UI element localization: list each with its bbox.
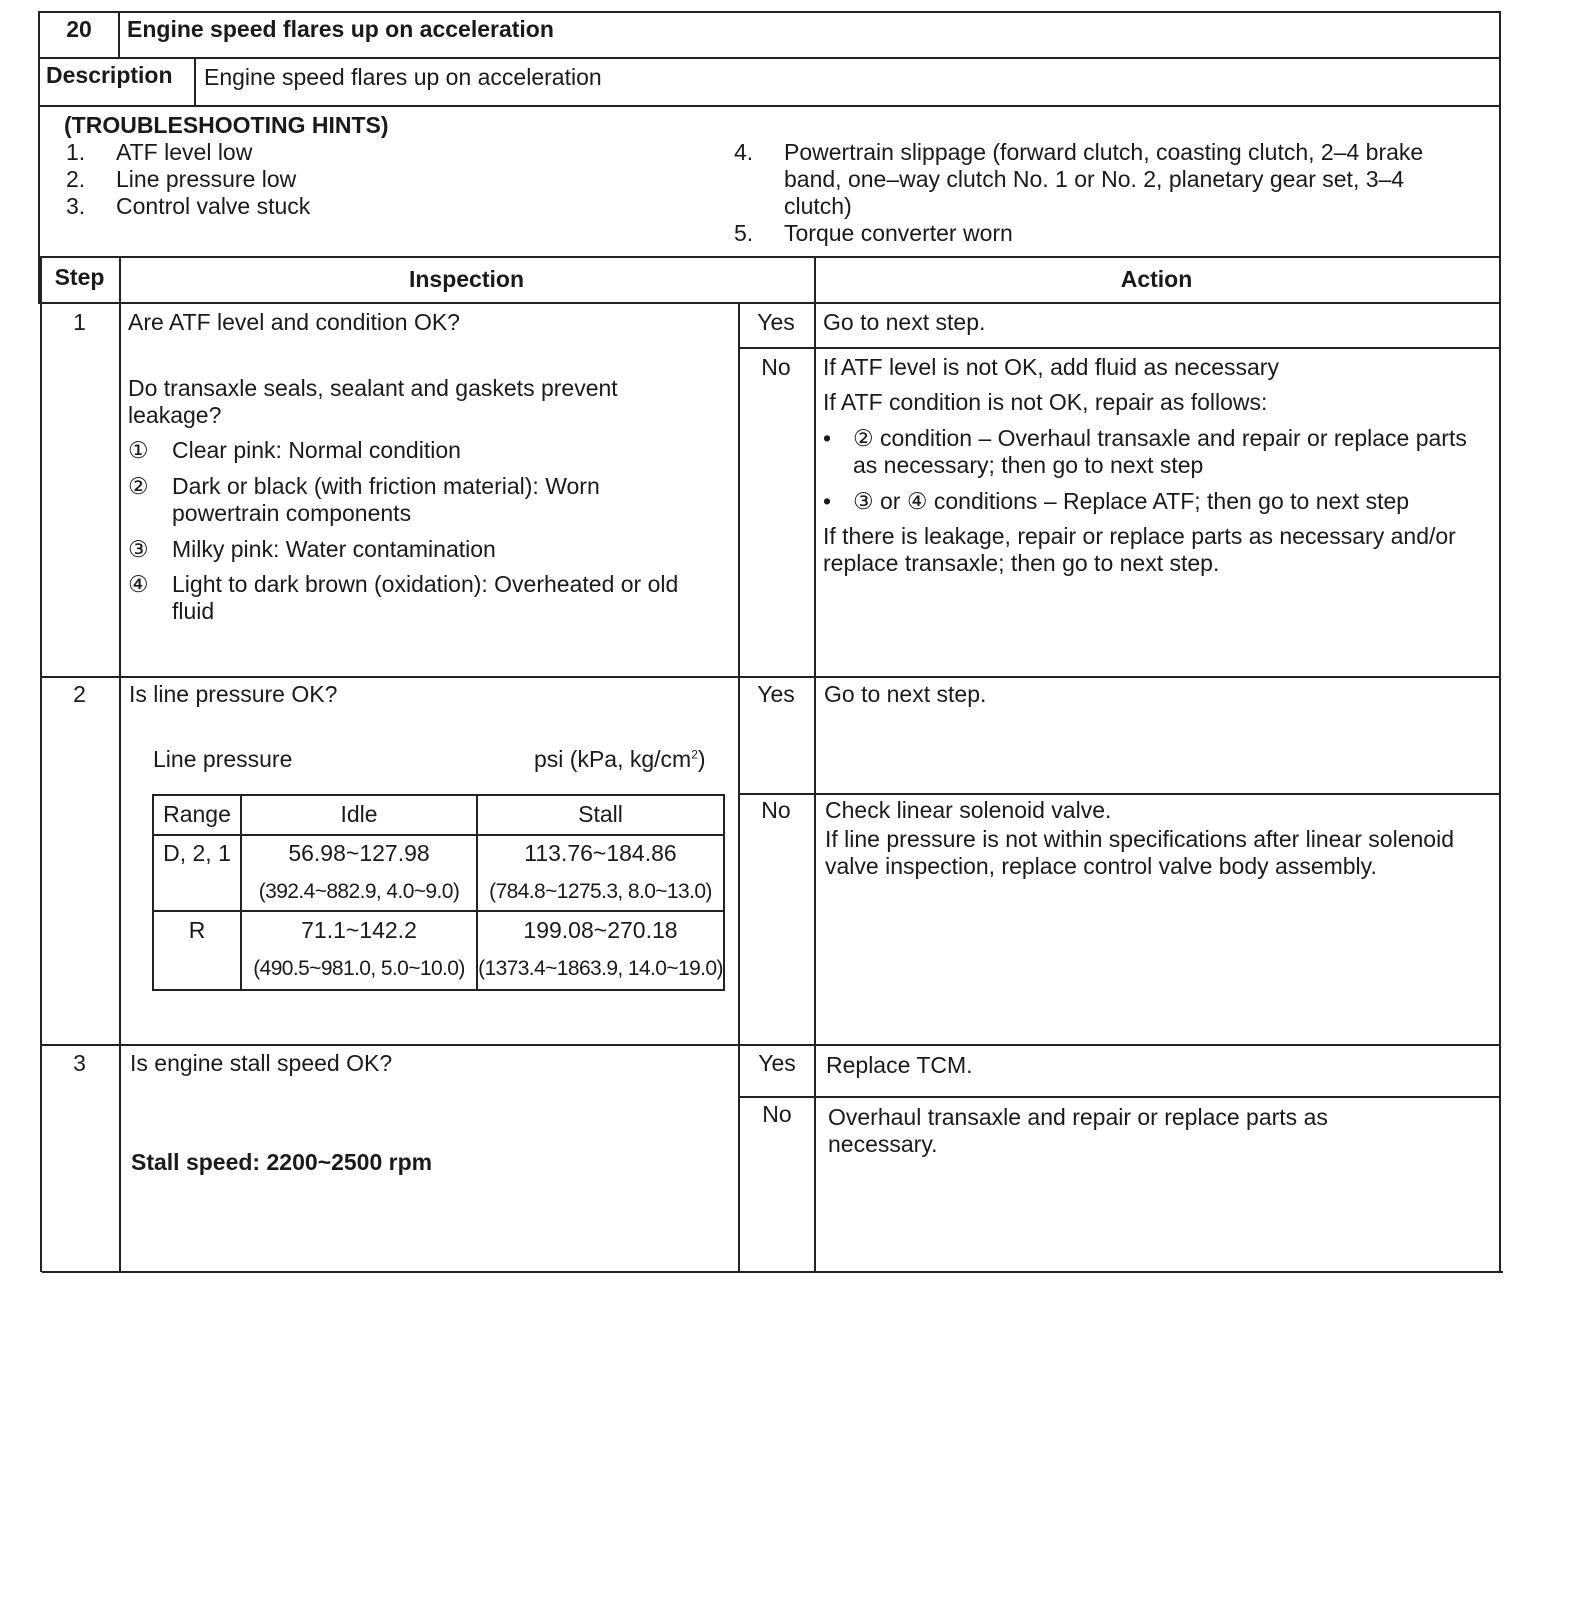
table-cell-range: D, 2, 1 [163, 840, 231, 866]
column-header-inspection: Inspection [408, 266, 524, 292]
table-cell-idle: 56.98~127.98 [288, 840, 430, 866]
table-header: Stall [578, 801, 623, 827]
action-bullet: ③ or ④ conditions – Replace ATF; then go to next step [853, 488, 1410, 514]
action-bullet: ② condition – Overhaul transaxle and repair or replace parts as necessary; then go to next step [853, 425, 1467, 478]
step-number: 3 [73, 1050, 86, 1076]
condition-mark: ③ [128, 536, 149, 562]
condition-text: Clear pink: Normal condition [172, 437, 461, 463]
action-text: Go to next step. [824, 681, 987, 707]
action-text: Go to next step. [823, 309, 986, 335]
spec-units-text: psi (kPa, kg/cm [534, 746, 692, 772]
stall-speed-spec: Stall speed: 2200~2500 rpm [131, 1149, 433, 1175]
condition-item [128, 571, 172, 598]
hint-item: Line pressure low [116, 166, 297, 192]
table-cell-idle-metric: (490.5~981.0, 5.0~10.0) [253, 957, 465, 980]
hint-number: 4. [734, 139, 754, 165]
column-header-action: Action [1120, 266, 1193, 292]
step-number: 2 [73, 681, 86, 707]
hint-number: 3. [66, 193, 86, 219]
hints-title: (TROUBLESHOOTING HINTS) [64, 112, 389, 138]
column-header-step: Step [54, 264, 105, 290]
no-label: No [761, 797, 791, 823]
table-cell-stall: 113.76~184.86 [524, 840, 677, 866]
condition-text: Light to dark brown (oxidation): Overheated or old fluid [172, 571, 679, 624]
table-header: Idle [340, 801, 378, 827]
hint-number: 1. [66, 139, 86, 165]
spec-label: Line pressure [153, 746, 293, 772]
action-text: Overhaul transaxle and repair or replace parts as necessary. [828, 1104, 1328, 1157]
action-text: If line pressure is not within specifications after linear solenoid valve inspection, replace control valve body assembly. [825, 826, 1454, 879]
table-cell-range: R [188, 917, 206, 943]
procedure-number: 20 [66, 16, 92, 42]
action-text: If ATF level is not OK, add fluid as necessary [823, 354, 1279, 380]
no-label: No [761, 354, 791, 380]
condition-mark: ① [128, 437, 149, 463]
table-cell-stall-metric: (1373.4~1863.9, 14.0~19.0) [478, 957, 723, 980]
bullet-mark: • [823, 425, 832, 451]
inspection-question: Are ATF level and condition OK? [128, 309, 460, 335]
hint-number: 2. [66, 166, 86, 192]
action-text: Replace TCM. [826, 1052, 973, 1078]
table-cell-idle: 71.1~142.2 [301, 917, 417, 943]
inspection-question: Is line pressure OK? [129, 681, 338, 707]
table-cell-stall-metric: (784.8~1275.3, 8.0~13.0) [489, 880, 712, 903]
condition-text: Dark or black (with friction material): Worn powertrain components [172, 473, 600, 526]
spec-units [534, 746, 706, 773]
condition-mark: ④ [128, 571, 149, 597]
action-text: Check linear solenoid valve. [825, 797, 1112, 823]
condition-item [128, 437, 461, 464]
condition-item [128, 473, 172, 500]
yes-label: Yes [758, 1050, 796, 1076]
spec-units-sup: 2 [691, 747, 698, 762]
table-cell-idle-metric: (392.4~882.9, 4.0~9.0) [258, 880, 460, 903]
inspection-question: Is engine stall speed OK? [130, 1050, 393, 1076]
hint-item: Torque converter worn [784, 220, 1013, 246]
hint-number: 5. [734, 220, 754, 246]
table-header: Range [163, 801, 231, 827]
action-text: If ATF condition is not OK, repair as follows: [823, 389, 1268, 415]
no-label: No [762, 1101, 792, 1127]
description-label: Description [46, 62, 173, 88]
bullet-mark: • [823, 488, 832, 514]
spec-units-close: ) [697, 746, 706, 772]
procedure-title: Engine speed flares up on acceleration [127, 16, 554, 42]
step-number: 1 [73, 309, 86, 335]
yes-label: Yes [757, 681, 795, 707]
yes-label: Yes [757, 309, 795, 335]
condition-mark: ② [128, 473, 149, 499]
condition-item [128, 536, 496, 563]
inspection-question: Do transaxle seals, sealant and gaskets prevent leakage? [128, 375, 618, 428]
description-text: Engine speed flares up on acceleration [204, 64, 602, 90]
condition-text: Milky pink: Water contamination [172, 536, 496, 562]
hint-item: ATF level low [116, 139, 253, 165]
hint-item: Powertrain slippage (forward clutch, coasting clutch, 2–4 brake band, one–way clutch No. 1 or No. 2, planetary gear set, 3–4 clutch) [784, 139, 1424, 219]
action-text: If there is leakage, repair or replace parts as necessary and/or replace transaxle; then go to next step. [823, 523, 1456, 576]
hint-item: Control valve stuck [116, 193, 311, 219]
table-cell-stall: 199.08~270.18 [523, 917, 678, 943]
